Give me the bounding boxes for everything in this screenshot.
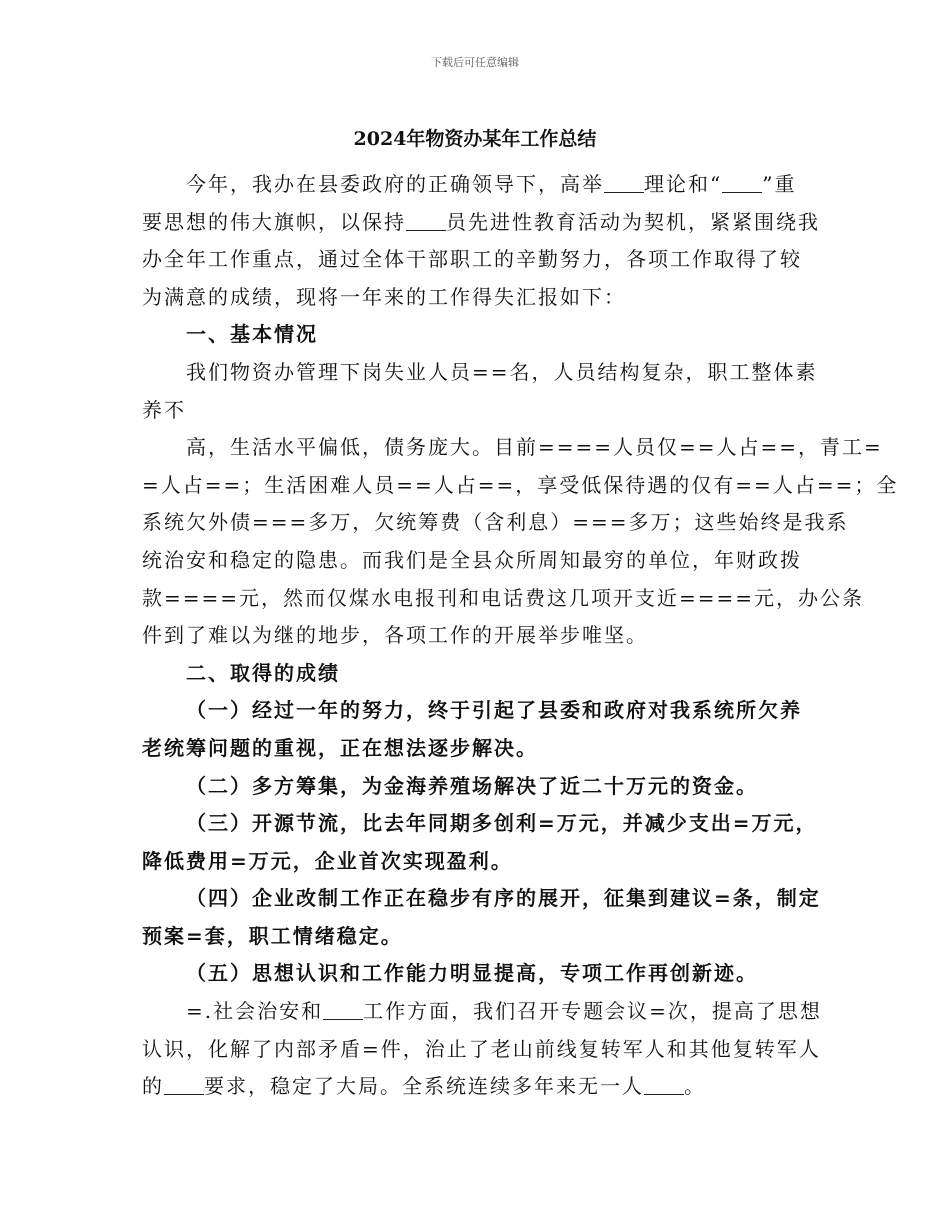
text-run: 工作方面，我们召开专题会议=次，提高了思想: [363, 999, 822, 1024]
blank-underline: [644, 1070, 684, 1095]
achievement-line: （三）开源节流，比去年同期多创利=万元，并减少支出=万元，: [186, 811, 818, 836]
paragraph-line: 养不: [142, 397, 186, 422]
text-run: ”重: [762, 172, 797, 196]
section-heading: 一、基本情况: [186, 322, 318, 347]
achievement-line: （一）经过一年的努力，终于引起了县委和政府对我系统所欠养: [186, 698, 802, 723]
paragraph-line: [142, 993, 822, 1031]
document-title: 2024年物资办某年工作总结: [353, 128, 597, 150]
paragraph-line: 为满意的成绩，现将一年来的工作得失汇报如下：: [142, 284, 626, 309]
achievement-line: （五）思想认识和工作能力明显提高，专项工作再创新迹。: [186, 961, 758, 986]
paragraph-line: =人占==；生活困难人员==人占==，享受低保待遇的仅有==人占==；全: [142, 472, 899, 497]
paragraph-line: 认识，化解了内部矛盾=件，治止了老山前线复转军人和其他复转军人: [142, 1036, 821, 1061]
page-header: 下载后可任意编辑: [431, 56, 519, 69]
document-body: [142, 166, 899, 1106]
blank-underline: [164, 1070, 204, 1095]
achievement-line: 预案=套，职工情绪稳定。: [142, 923, 403, 948]
paragraph-line: 件到了难以为继的地步，各项工作的开展举步唯坚。: [142, 623, 648, 648]
text-run: 今年，我办在县委政府的正确领导下，高举: [186, 172, 604, 196]
text-run: 。: [684, 1074, 706, 1099]
paragraph-line: [142, 1068, 812, 1106]
paragraph-line: 款====元，然而仅煤水电报刊和电话费这几项开支近====元，办公条: [142, 585, 865, 610]
blank-underline: [722, 168, 762, 193]
text-run: =.社会治安和: [186, 999, 324, 1024]
blank-underline: [406, 206, 446, 231]
section-heading: 二、取得的成绩: [186, 660, 340, 685]
blank-underline: [604, 168, 644, 193]
text-run: 理论和“: [644, 172, 723, 196]
paragraph-line: [142, 204, 820, 242]
paragraph-line: 我们物资办管理下岗失业人员==名，人员结构复杂，职工整体素: [186, 359, 818, 384]
text-run: 员先进性教育活动为契机，紧紧围绕我: [446, 209, 820, 234]
paragraph-line: 办全年工作重点，通过全体干部职工的辛勤努力，各项工作取得了较: [142, 247, 802, 272]
achievement-line: 老统筹问题的重视，正在想法逐步解决。: [142, 735, 538, 760]
text-run: 要思想的伟大旗帜，以保持: [142, 209, 406, 234]
achievement-line: （四）企业改制工作正在稳步有序的展开，征集到建议=条，制定: [186, 886, 821, 911]
text-run: 的: [142, 1074, 164, 1099]
achievement-line: （二）多方筹集，为金海养殖场解决了近二十万元的资金。: [186, 773, 758, 798]
paragraph-line: [142, 166, 812, 204]
achievement-line: 降低费用=万元，企业首次实现盈利。: [142, 848, 513, 873]
text-run: 要求，稳定了大局。全系统连续多年来无一人: [204, 1074, 644, 1099]
blank-underline: [323, 995, 363, 1020]
paragraph-line: 系统欠外债===多万，欠统筹费（含利息）===多万；这些始终是我系: [142, 510, 849, 535]
paragraph-line: 高，生活水平偏低，债务庞大。目前====人员仅==人占==，青工=: [186, 435, 883, 460]
paragraph-line: 统治安和稳定的隐患。而我们是全县众所周知最穷的单位，年财政拨: [142, 547, 802, 572]
